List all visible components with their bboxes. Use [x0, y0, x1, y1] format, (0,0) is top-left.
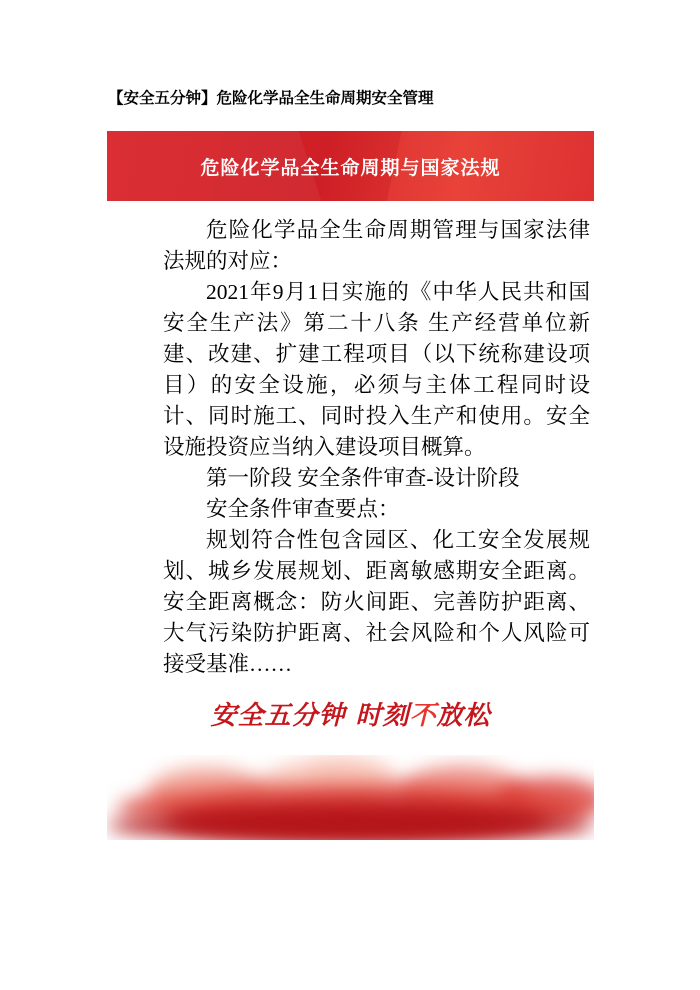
paragraph: 危险化学品全生命周期管理与国家法律法规的对应： — [163, 218, 590, 273]
content-card — [107, 131, 594, 680]
paragraph: 2021年9月1日实施的《中华人民共和国安全生产法》第二十八条 生产经营单位新建、改建、扩建工程项目（以下统称建设项目）的安全设施，必须与主体工程同时设计、同时施工、同时投入生产和使用。安全设施投资应当纳入建设项目概算。 — [163, 280, 590, 459]
article-body — [107, 201, 594, 680]
slogan-part-3: 不 — [409, 701, 437, 731]
decorative-smoke-graphic — [107, 755, 594, 840]
slogan-text — [107, 695, 594, 732]
slogan-part-4: 放松 — [436, 701, 491, 731]
slogan-part-1: 安全五分钟 — [210, 701, 346, 731]
page-title: 【安全五分钟】危险化学品全生命周期安全管理 — [108, 89, 434, 107]
banner-title: 危险化学品全生命周期与国家法规 — [200, 157, 501, 179]
paragraph: 第一阶段 安全条件审查-设计阶段 — [206, 466, 520, 490]
banner-header — [107, 131, 594, 201]
paragraph: 安全条件审查要点： — [206, 497, 400, 521]
paragraph: 规划符合性包含园区、化工安全发展规划、城乡发展规划、距离敏感期安全距离。安全距离概念：防火间距、完善防护距离、大气污染防护距离、社会风险和个人风险可接受基准…… — [163, 528, 590, 676]
slogan-part-2: 时刻 — [345, 701, 410, 731]
